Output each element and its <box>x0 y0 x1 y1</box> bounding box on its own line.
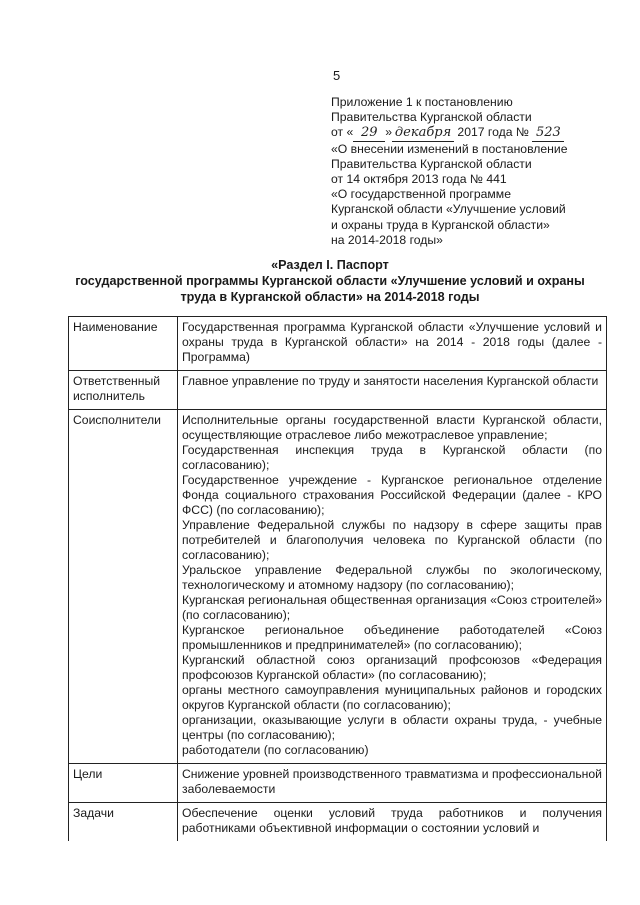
row-content <box>178 803 607 842</box>
appendix-line: Правительства Курганской области <box>331 156 532 171</box>
content-paragraph: Государственное учреждение - Курганское региональное отделение Фонда социального страхования Российской Федерации (далее - КРО ФСС) (по согласованию); <box>182 473 602 517</box>
row-content <box>178 317 607 371</box>
appendix-line: Приложение 1 к постановлению <box>331 95 513 109</box>
handwritten-day: 29 <box>353 125 385 141</box>
date-prefix: от « <box>331 125 354 140</box>
section-title-line: труда в Курганской области» на 2014-2018 годы <box>180 290 480 304</box>
row-content <box>178 764 607 803</box>
section-title-line: государственной программы Курганской области «Улучшение условий и охраны <box>75 274 585 288</box>
content-paragraph: Снижение уровней производственного травматизма и профессиональной заболеваемости <box>182 767 602 796</box>
row-label: Наименование <box>69 317 178 371</box>
content-paragraph: организации, оказывающие услуги в области охраны труда, - учебные центры (по согласованию); <box>182 713 602 742</box>
section-title <box>40 257 620 305</box>
row-label: Цели <box>69 764 178 803</box>
appendix-line: «О государственной программе <box>331 187 511 202</box>
section-title-line: «Раздел I. Паспорт <box>271 258 389 272</box>
handwritten-number: 523 <box>532 125 564 141</box>
content-paragraph: Курганское региональное объединение работодателей «Союз промышленников и предпринимателей» (по согласованию); <box>182 623 602 652</box>
content-paragraph: Государственная инспекция труда в Курганской области (по согласованию); <box>182 443 602 472</box>
page-number: 5 <box>333 68 341 83</box>
content-paragraph: Главное управление по труду и занятости населения Курганской области <box>182 374 599 388</box>
handwritten-month: декабря <box>392 125 454 141</box>
table-row <box>69 371 607 410</box>
appendix-line: на 2014-2018 годы» <box>331 232 443 247</box>
table-row <box>69 317 607 371</box>
passport-table <box>68 316 607 841</box>
table-row <box>69 410 607 764</box>
appendix-line: Курганской области «Улучшение условий <box>331 202 566 217</box>
appendix-header <box>331 95 601 248</box>
row-label: Ответственный исполнитель <box>69 371 178 410</box>
content-paragraph: Обеспечение оценки условий труда работников и получения работниками объективной информации о состоянии условий и <box>182 806 602 835</box>
date-mid: » <box>385 125 393 140</box>
content-paragraph: Исполнительные органы государственной власти Курганской области, осуществляющие отраслевое либо межотраслевое управление; <box>182 413 602 442</box>
content-paragraph: Управление Федеральной службы по надзору в сфере защиты прав потребителей и благополучия человека по Курганской области (по согласованию); <box>182 518 602 562</box>
appendix-date-line <box>331 125 601 141</box>
content-paragraph: Курганский областной союз организаций профсоюзов «Федерация профсоюзов Курганской области» (по согласованию); <box>182 653 602 682</box>
row-label: Задачи <box>69 803 178 842</box>
appendix-line: от 14 октября 2013 года № 441 <box>331 172 507 187</box>
content-paragraph: работодатели (по согласованию) <box>182 743 369 757</box>
appendix-line: и охраны труда в Курганской области» <box>331 217 550 232</box>
row-content <box>178 371 607 410</box>
row-content <box>178 410 607 764</box>
appendix-line: «О внесении изменений в постановление <box>331 141 568 156</box>
content-paragraph: Государственная программа Курганской области «Улучшение условий и охраны труда в Курганской области» на 2014 - 2018 годы (далее - Программа) <box>182 320 602 364</box>
content-paragraph: Уральское управление Федеральной службы по экологическому, технологическому и атомному надзору (по согласованию); <box>182 563 602 592</box>
table-row <box>69 803 607 842</box>
table-row <box>69 764 607 803</box>
appendix-line: Правительства Курганской области <box>331 110 532 125</box>
content-paragraph: органы местного самоуправления муниципальных районов и городских округов Курганской области (по согласованию); <box>182 683 602 712</box>
row-label: Соисполнители <box>69 410 178 764</box>
date-year: 2017 года № <box>454 125 529 140</box>
content-paragraph: Курганская региональная общественная организация «Союз строителей» (по согласованию); <box>182 593 602 622</box>
